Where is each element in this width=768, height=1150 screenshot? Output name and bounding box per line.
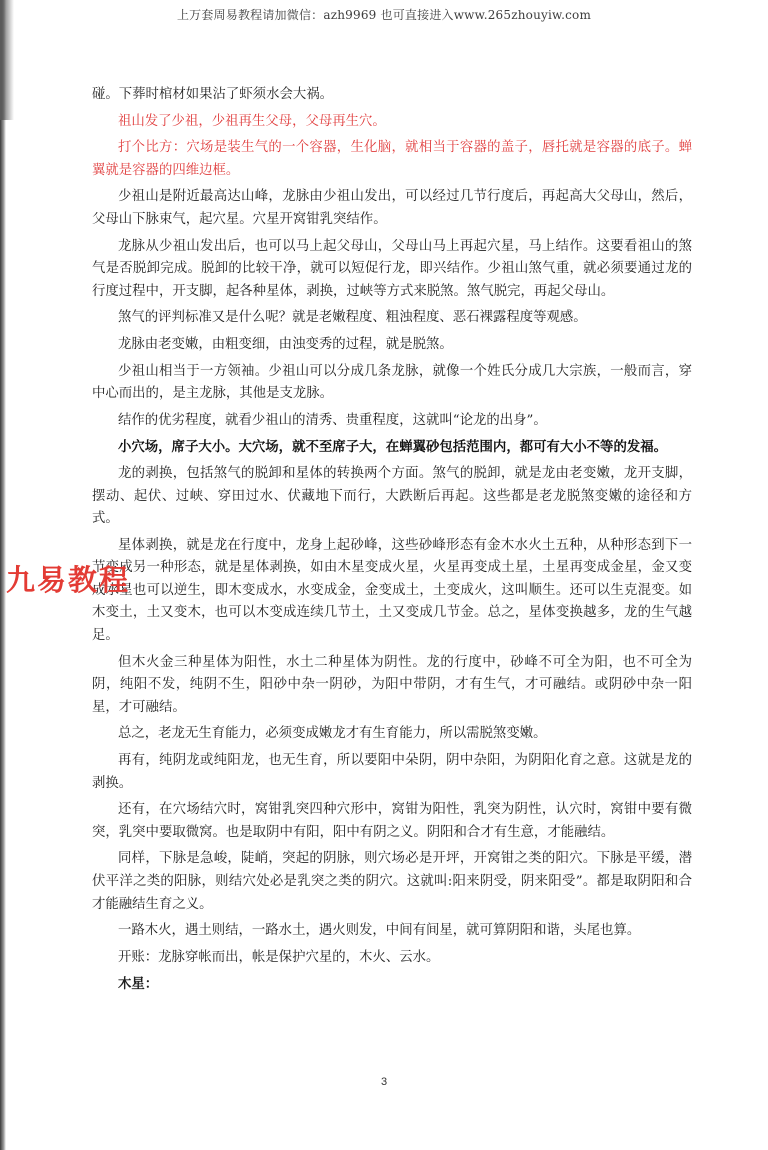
watermark-logo: 九易教程	[6, 563, 131, 597]
paragraph-12: 星体剥换，就是龙在行度中，龙身上起砂峰，这些砂峰形态有金木水火土五种，从种形态到下一节变成另一种形态，就是星体剥换，如由木星变成火星，火星再变成土星，土星再变成金星，金又变成水星也可以逆生，即木变成水，水变成金，金变成土，土变成火，这叫顺生。还可以生克混变。如木变土，土又变木，也可以木变成连续几节土，土又变成几节金。总之，星体变换越多，龙的生气越足。	[92, 537, 692, 644]
paragraph-11: 龙的剥换，包括煞气的脱卸和星体的转换两个方面。煞气的脱卸，就是龙由老变嫩，龙开支脚，摆动、起伏、过峡、穿田过水、伏藏地下而行，大跌断后再起。这些都是老龙脱煞变嫩的途径和方式。	[92, 465, 692, 527]
paragraph-4: 少祖山是附近最高达山峰，龙脉由少祖山发出，可以经过几节行度后，再起高大父母山，然后，父母山下脉束气，起穴星。穴星开窝钳乳突结作。	[92, 189, 692, 227]
paragraph-3-red: 打个比方：穴场是装生气的一个容器，生化脑，就相当于容器的盖子，唇托就是容器的底子。蝉翼就是容器的四维边框。	[92, 140, 692, 178]
paragraph-16: 还有，在穴场结穴时，窝钳乳突四种穴形中，窝钳为阳性，乳突为阴性，认穴时，窝钳中要有微突，乳突中要取微窝。也是取阴中有阳，阳中有阴之义。阴阳和合才有生意，才能融结。	[92, 802, 692, 840]
paragraph-7: 龙脉由老变嫩，由粗变细，由浊变秀的过程，就是脱煞。	[118, 336, 453, 352]
paragraph-10-bold: 小穴场，席子大小。大穴场，就不至席子大，在蝉翼砂包括范围内，都可有大小不等的发福。	[118, 439, 668, 456]
paragraph-14: 总之，老龙无生育能力，必须变成嫩龙才有生育能力，所以需脱煞变嫩。	[118, 726, 547, 742]
document-body	[92, 84, 692, 996]
section-heading: 木星：	[118, 976, 159, 993]
paragraph-9: 结作的优劣程度，就看少祖山的清秀、贵重程度，这就叫“论龙的出身”。	[118, 412, 547, 428]
paragraph-19: 开账：龙脉穿帐而出，帐是保护穴星的，木火、云水。	[118, 949, 440, 965]
paragraph-17: 同样，下脉是急峻，陡峭，突起的阴脉，则穴场必是开坪，开窝钳之类的阳穴。下脉是平缓，潜伏平洋之类的阳脉，则结穴处必是乳突之类的阴穴。这就叫:阳来阴受，阴来阳受”。都是取阴阳和合才能融结生育之义。	[92, 851, 692, 912]
page-header: 上万套周易教程请加微信：azh9969 也可直接进入www.265zhouyiw.com	[176, 8, 592, 22]
paragraph-6: 煞气的评判标准又是什么呢？就是老嫩程度、粗浊程度、恶石裸露程度等观感。	[118, 310, 587, 326]
paragraph-2-red: 祖山发了少祖，少祖再生父母，父母再生穴。	[118, 113, 386, 129]
paragraph-13: 但木火金三种星体为阳性，水土二种星体为阴性。龙的行度中，砂峰不可全为阳，也不可全为阴，纯阳不发，纯阴不生，阳砂中杂一阴砂，为阳中带阴，才有生气，才可融结。或阴砂中杂一阳星，才可融结。	[92, 654, 692, 715]
paragraph-18: 一路木火，遇土则结，一路水土，遇火则发，中间有间星，就可算阴阳和谐，头尾也算。	[118, 923, 641, 939]
paragraph-5: 龙脉从少祖山发出后，也可以马上起父母山，父母山马上再起穴星，马上结作。这要看祖山的煞气是否脱卸完成。脱卸的比较干净，就可以短促行龙，即兴结作。少祖山煞气重，就必须要通过龙的行度过程中，开支脚，起各种星体，剥换，过峡等方式来脱煞。煞气脱完，再起父母山。	[92, 238, 692, 299]
paragraph-1: 碰。下葬时棺材如果沾了虾须水会大祸。	[92, 87, 334, 102]
paragraph-8: 少祖山相当于一方领袖。少祖山可以分成几条龙脉，就像一个姓氏分成几大宗族，一般而言，穿中心而出的，是主龙脉，其他是支龙脉。	[92, 363, 692, 402]
page-number: 3	[380, 1076, 388, 1088]
paragraph-15: 再有，纯阴龙或纯阳龙，也无生育，所以要阳中朵阴，阴中杂阳，为阴阳化育之意。这就是龙的剥换。	[92, 753, 692, 791]
